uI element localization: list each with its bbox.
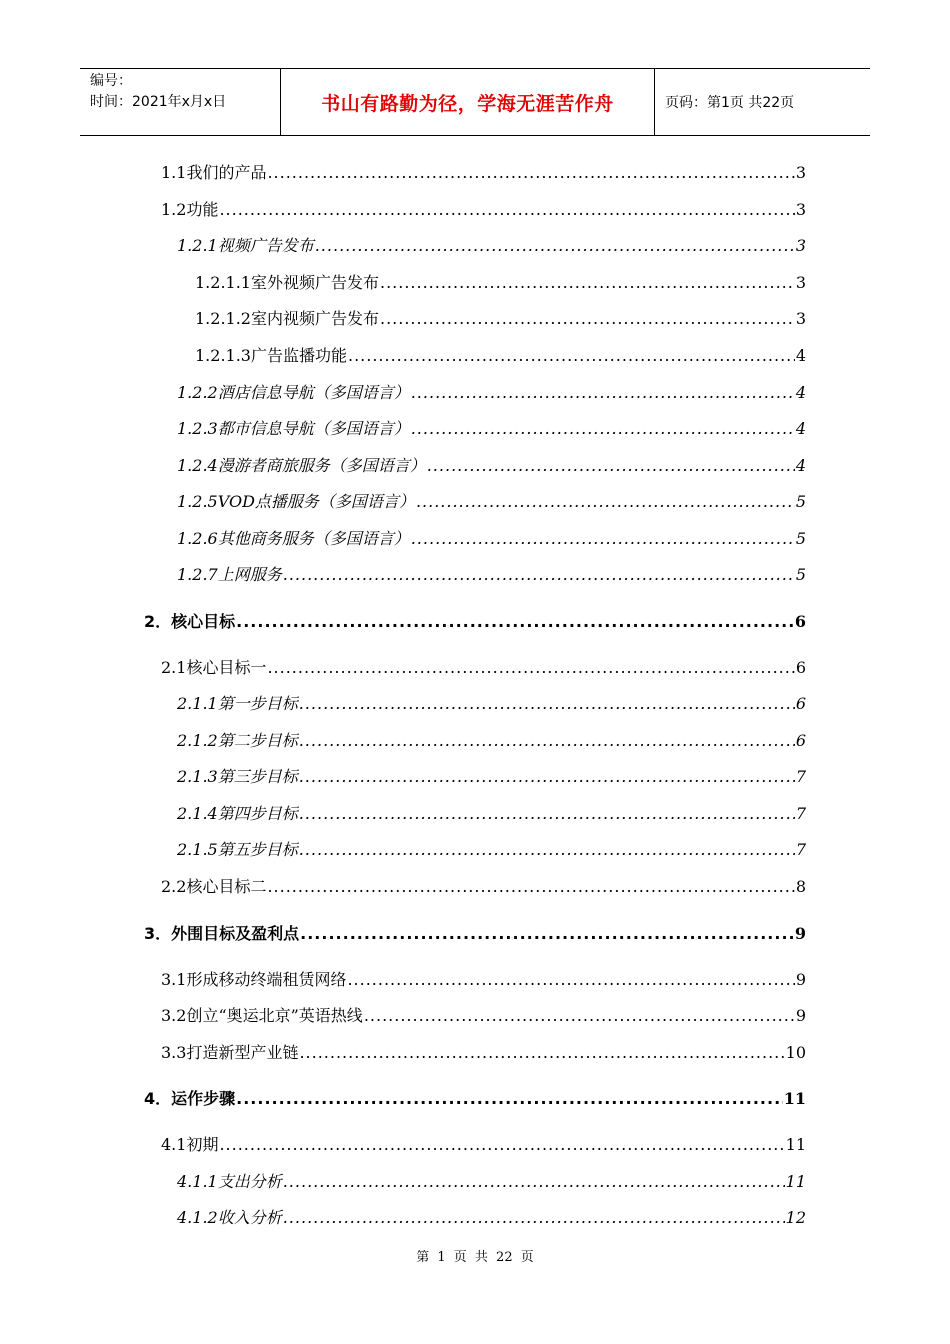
toc-entry-page: 4: [795, 419, 806, 438]
toc-entry[interactable]: [177, 526, 806, 548]
toc-entry-title: 4.1.2收入分析: [177, 1208, 282, 1227]
header-page-info: 页码：第1页 共22页: [665, 95, 795, 111]
toc-leader-dots: [315, 236, 795, 255]
toc-entry[interactable]: [161, 655, 806, 677]
toc-entry-page: 9: [794, 924, 806, 943]
toc-leader-dots: [380, 273, 795, 292]
toc-entry-title: 1.2.1.1室外视频广告发布: [195, 273, 379, 292]
toc-entry-page: 6: [795, 658, 806, 677]
toc-entry-title: 1.2.1.3广告监播功能: [195, 346, 347, 365]
header-table: [80, 68, 870, 136]
toc-entry-title: 1.2功能: [161, 200, 219, 219]
toc-entry-page: 3: [795, 200, 806, 219]
toc-entry-title: 1.2.6其他商务服务（多国语言）: [177, 529, 410, 548]
toc-entry[interactable]: [177, 489, 806, 511]
toc-entry-page: 5: [795, 529, 806, 548]
toc-entry-page: 9: [795, 970, 806, 989]
header-motto: 书山有路勤为径，学海无涯苦作舟: [281, 69, 655, 135]
toc-leader-dots: [219, 1135, 784, 1154]
toc-entry-page: 6: [795, 731, 806, 750]
toc-leader-dots: [283, 1172, 785, 1191]
toc-leader-dots: [411, 383, 795, 402]
toc-entry-title: 2.1.5第五步目标: [177, 840, 298, 859]
toc-leader-dots: [267, 658, 794, 677]
toc-leader-dots: [299, 804, 795, 823]
toc-entry-title: 2.1.2第二步目标: [177, 731, 298, 750]
toc-entry-page: 11: [785, 1135, 806, 1154]
toc-entry-page: 4: [795, 383, 806, 402]
toc-entry-page: 4: [795, 346, 806, 365]
toc-leader-dots: [348, 346, 795, 365]
toc-entry-page: 8: [795, 877, 806, 896]
toc-entry-title: 1.2.2酒店信息导航（多国语言）: [177, 383, 410, 402]
toc-entry-page: 9: [795, 1006, 806, 1025]
toc-entry-title: 2.1.1第一步目标: [177, 694, 298, 713]
toc-entry-page: 11: [785, 1172, 806, 1191]
page-footer: 第 1 页 共 22 页: [416, 1250, 534, 1265]
toc-leader-dots: [416, 492, 795, 511]
toc-leader-dots: [299, 840, 795, 859]
toc-entry[interactable]: [144, 1086, 806, 1108]
toc-entry-page: 3: [795, 273, 806, 292]
number-label: 编号：: [90, 73, 132, 89]
toc-entry-title: 3.1形成移动终端租赁网络: [161, 970, 347, 989]
toc-leader-dots: [411, 419, 795, 438]
toc-entry-title: 1.1我们的产品: [161, 163, 267, 182]
toc-leader-dots: [300, 924, 794, 943]
toc-leader-dots: [236, 1089, 783, 1108]
toc-leader-dots: [364, 1006, 795, 1025]
toc-entry[interactable]: [144, 921, 806, 943]
toc-entry-page: 5: [795, 565, 806, 584]
toc-entry[interactable]: [161, 197, 806, 219]
toc-entry-title: 1.2.5VOD点播服务（多国语言）: [177, 492, 415, 511]
toc-entry[interactable]: [177, 764, 806, 786]
toc-entry-page: 7: [795, 840, 806, 859]
toc-leader-dots: [299, 694, 795, 713]
toc-entry[interactable]: [177, 691, 806, 713]
toc-entry-page: 3: [795, 309, 806, 328]
toc-leader-dots: [299, 767, 795, 786]
toc-entry[interactable]: [195, 270, 806, 292]
toc-leader-dots: [411, 529, 795, 548]
toc-entry-title: 2.1.3第三步目标: [177, 767, 298, 786]
toc-entry-page: 7: [795, 804, 806, 823]
toc-leader-dots: [283, 565, 795, 584]
time-label: 时间：2021年x月x日: [90, 94, 227, 110]
toc-entry[interactable]: [161, 160, 806, 182]
toc-leader-dots: [299, 731, 795, 750]
toc-leader-dots: [219, 200, 794, 219]
toc-entry[interactable]: [177, 728, 806, 750]
toc-entry-title: 1.2.3都市信息导航（多国语言）: [177, 419, 410, 438]
toc-entry-title: 3.3打造新型产业链: [161, 1043, 299, 1062]
toc-entry-title: 4.1初期: [161, 1135, 219, 1154]
toc-entry[interactable]: [161, 1040, 806, 1062]
toc-entry-title: 2.1.4第四步目标: [177, 804, 298, 823]
toc-entry[interactable]: [177, 380, 806, 402]
toc-entry-title: 4.1.1支出分析: [177, 1172, 282, 1191]
toc-leader-dots: [347, 970, 794, 989]
toc-entry-title: 1.2.4漫游者商旅服务（多国语言）: [177, 456, 426, 475]
header-meta: [80, 69, 281, 135]
toc-entry-page: 6: [795, 694, 806, 713]
toc-leader-dots: [283, 1208, 785, 1227]
toc-entry[interactable]: [177, 416, 806, 438]
toc-entry[interactable]: [177, 562, 806, 584]
toc-entry[interactable]: [161, 1132, 806, 1154]
toc-entry-title: 2.1核心目标一: [161, 658, 267, 677]
toc-entry-title: 1.2.7上网服务: [177, 565, 282, 584]
toc-entry-page: 10: [785, 1043, 806, 1062]
toc-leader-dots: [299, 1043, 784, 1062]
toc-entry[interactable]: [161, 874, 806, 896]
toc-entry[interactable]: [195, 343, 806, 365]
toc-entry-page: 5: [795, 492, 806, 511]
toc-entry[interactable]: [144, 609, 806, 631]
toc-entry[interactable]: [177, 453, 806, 475]
toc-entry[interactable]: [177, 801, 806, 823]
toc-entry-title: 3．外围目标及盈利点: [144, 924, 300, 943]
toc-entry-page: 3: [795, 163, 806, 182]
toc-leader-dots: [267, 163, 794, 182]
toc-entry-page: 3: [795, 236, 806, 255]
toc-leader-dots: [427, 456, 795, 475]
toc-entry[interactable]: [177, 1169, 806, 1191]
toc-entry-page: 11: [783, 1089, 806, 1108]
toc-entry[interactable]: [177, 1205, 806, 1227]
toc-entry[interactable]: [177, 233, 806, 255]
toc-entry-page: 6: [794, 612, 806, 631]
toc-entry-page: 12: [785, 1208, 806, 1227]
toc-entry-title: 3.2创立“奥运北京”英语热线: [161, 1006, 363, 1025]
toc-entry-title: 1.2.1.2室内视频广告发布: [195, 309, 379, 328]
toc-entry-page: 7: [795, 767, 806, 786]
toc-entry-title: 4．运作步骤: [144, 1089, 236, 1108]
toc-entry-title: 1.2.1视频广告发布: [177, 236, 314, 255]
toc-entry[interactable]: [195, 306, 806, 328]
toc-leader-dots: [380, 309, 795, 328]
toc-entry-page: 4: [795, 456, 806, 475]
toc-leader-dots: [267, 877, 794, 896]
toc-entry[interactable]: [161, 1003, 806, 1025]
toc-entry[interactable]: [161, 967, 806, 989]
toc-entry[interactable]: [177, 837, 806, 859]
toc-entry-title: 2.2核心目标二: [161, 877, 267, 896]
toc-entry-title: 2．核心目标: [144, 612, 236, 631]
toc-leader-dots: [236, 612, 794, 631]
